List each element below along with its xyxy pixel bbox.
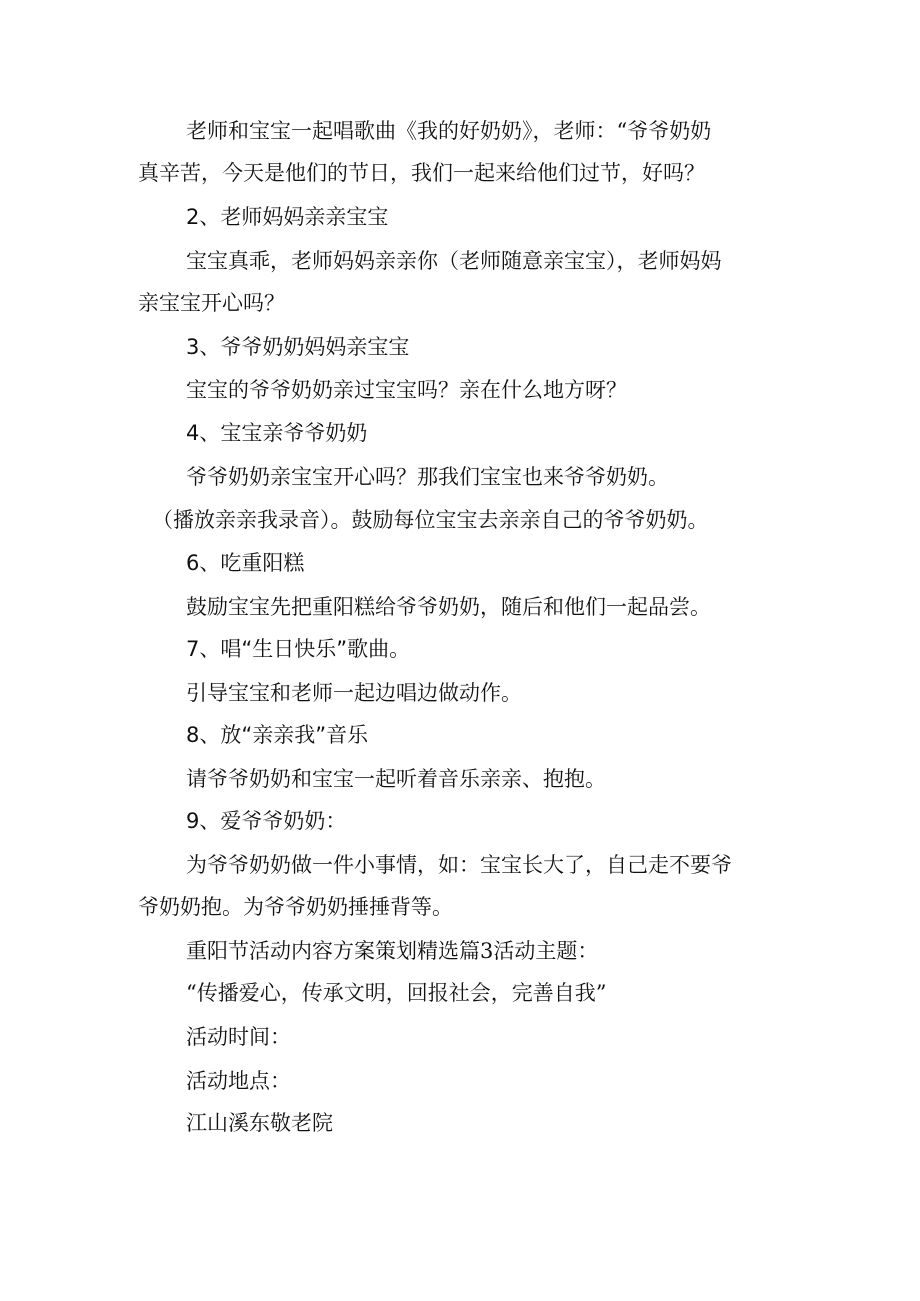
activity-theme: “传播爱心，传承文明，回报社会，完善自我” <box>186 981 607 1005</box>
paragraph-line: 爷爷奶奶亲宝宝开心吗？那我们宝宝也来爷爷奶奶。 <box>186 465 669 489</box>
section-heading: 3、爷爷奶奶妈妈亲宝宝 <box>186 335 410 359</box>
paragraph-line: 老师和宝宝一起唱歌曲《我的好奶奶》，老师：“爷爷奶奶 <box>186 119 712 143</box>
activity-location-value: 江山溪东敬老院 <box>186 1111 333 1135</box>
paragraph-line: 亲宝宝开心吗？ <box>138 291 285 315</box>
paragraph-line: 引导宝宝和老师一起边唱边做动作。 <box>186 681 522 705</box>
paragraph-line: （播放亲亲我录音）。鼓励每位宝宝去亲亲自己的爷爷奶奶。 <box>152 508 709 532</box>
section-heading: 8、放“亲亲我”音乐 <box>186 723 369 747</box>
paragraph-line: 鼓励宝宝先把重阳糕给爷爷奶奶，随后和他们一起品尝。 <box>186 595 711 619</box>
paragraph-line: 宝宝真乖，老师妈妈亲亲你（老师随意亲宝宝），老师妈妈 <box>186 249 722 273</box>
section-heading: 6、吃重阳糕 <box>186 551 305 575</box>
activity-time-label: 活动时间： <box>186 1025 291 1049</box>
section-heading: 4、宝宝亲爷爷奶奶 <box>186 421 368 445</box>
paragraph-line: 为爷爷奶奶做一件小事情，如：宝宝长大了，自己走不要爷 <box>186 853 732 877</box>
section-heading: 9、爱爷爷奶奶： <box>186 809 347 833</box>
paragraph-line: 宝宝的爷爷奶奶亲过宝宝吗？亲在什么地方呀？ <box>186 378 627 402</box>
paragraph-line: 重阳节活动内容方案策划精选篇3活动主题： <box>186 939 599 963</box>
paragraph-line: 请爷爷奶奶和宝宝一起听着音乐亲亲、抱抱。 <box>186 767 606 791</box>
activity-location-label: 活动地点： <box>186 1069 291 1093</box>
section-heading: 2、老师妈妈亲亲宝宝 <box>186 205 389 229</box>
section-heading: 7、唱“生日快乐”歌曲。 <box>186 637 411 661</box>
paragraph-line: 真辛苦，今天是他们的节日，我们一起来给他们过节，好吗？ <box>138 161 705 185</box>
paragraph-line: 爷奶奶抱。为爷爷奶奶捶捶背等。 <box>138 895 453 919</box>
